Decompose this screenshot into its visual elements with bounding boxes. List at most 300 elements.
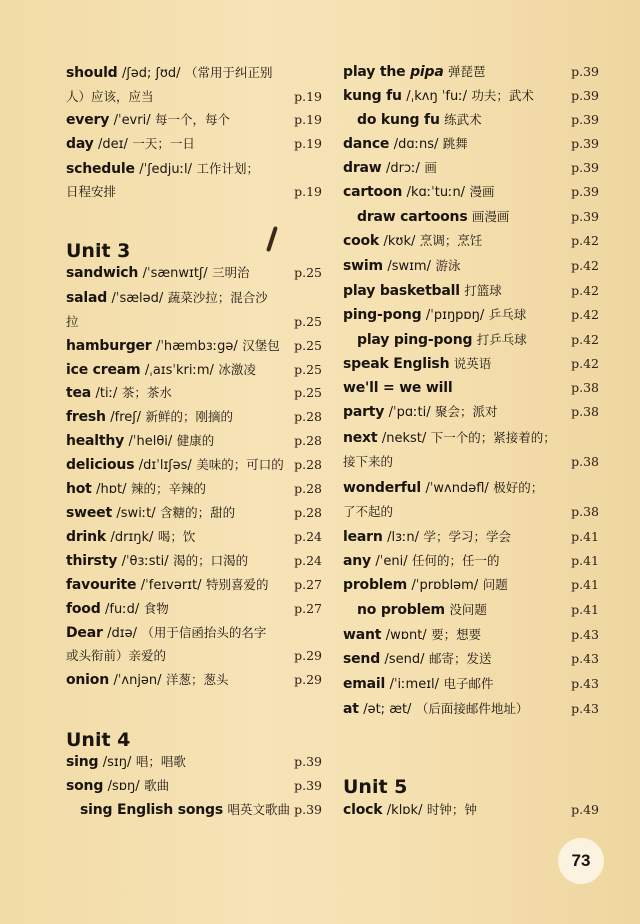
entry-page-ref: p.24 [294, 553, 322, 568]
entry-line [357, 332, 527, 348]
entry-line [343, 88, 534, 104]
entry-page-ref: p.27 [294, 577, 322, 592]
entry-line [343, 380, 452, 396]
vocab-entry [66, 477, 322, 501]
entry-word: party [343, 404, 385, 420]
entry-word: swim [343, 258, 383, 274]
entry-meaning: 美味的；可口的 [196, 457, 284, 472]
vocab-entry [66, 108, 322, 132]
entry-word: song [66, 778, 104, 794]
entry-meaning: 邮寄；发送 [428, 651, 492, 666]
entry-page-ref: p.28 [294, 505, 322, 520]
entry-page-ref: p.39 [294, 754, 322, 769]
entry-phonetic: /fuːd/ [105, 602, 140, 617]
entry-page-ref: p.41 [571, 553, 599, 568]
vocab-entry [66, 132, 322, 156]
entry-line [66, 89, 154, 105]
entry-line [66, 385, 172, 401]
entry-word: hot [66, 481, 92, 497]
entry-word: schedule [66, 161, 135, 177]
vocab-entry [343, 672, 599, 696]
vocab-entry [66, 381, 322, 405]
vocab-entry [343, 180, 599, 204]
vocab-entry [343, 400, 599, 424]
entry-phonetic: /dɪə/ [107, 626, 137, 641]
entry-phonetic: /kʊk/ [383, 234, 416, 249]
entry-phonetic: /freʃ/ [110, 410, 142, 425]
vocab-entry [343, 376, 599, 400]
vocab-entry [66, 261, 322, 285]
entry-word: onion [66, 672, 109, 688]
vocab-entry [66, 774, 322, 798]
entry-phonetic: /dɪˈlɪʃəs/ [138, 458, 192, 473]
entry-meaning: 学；学习；学会 [423, 529, 511, 544]
vocab-entry [343, 549, 599, 573]
entry-meaning: 乒乓球 [488, 307, 527, 322]
entry-page-ref: p.28 [294, 481, 322, 496]
entry-meaning: 接下来的 [343, 454, 394, 469]
vocab-entry [66, 597, 322, 621]
entry-line [343, 701, 528, 717]
entry-line [343, 553, 500, 569]
entry-phonetic: /sɪŋ/ [102, 755, 132, 770]
entry-line [357, 602, 487, 618]
vocab-entry [66, 334, 322, 358]
entry-line [343, 356, 491, 372]
vocab-entry [343, 798, 599, 822]
entry-page-ref: p.43 [571, 651, 599, 666]
entry-phonetic: /kɑːˈtuːn/ [406, 185, 466, 200]
entry-line [66, 136, 195, 152]
entry-word: dance [343, 136, 390, 152]
entry-word: salad [66, 290, 108, 306]
entry-phonetic: /klɒk/ [386, 803, 423, 818]
entry-meaning: （后面接邮件地址） [415, 701, 529, 716]
vocab-entry [66, 621, 322, 645]
vocab-entry [343, 84, 599, 108]
entry-page-ref: p.27 [294, 601, 322, 616]
entry-meaning: 任何的；任一的 [412, 553, 500, 568]
entry-phonetic: /nekst/ [381, 431, 427, 446]
entry-word: should [66, 65, 118, 81]
unit-3-heading: Unit 3 [66, 240, 131, 262]
entry-line [66, 457, 284, 473]
entry-meaning: 冰激凌 [218, 362, 256, 377]
entry-page-ref: p.38 [571, 504, 599, 519]
entry-page-ref: p.28 [294, 433, 322, 448]
entry-page-ref: p.42 [571, 307, 599, 322]
entry-page-ref: p.41 [571, 577, 599, 592]
entry-line [343, 283, 502, 299]
entry-meaning: 日程安排 [66, 184, 117, 199]
entry-word: kung fu [343, 88, 402, 104]
entry-phonetic: /ʃəd; ʃʊd/ [121, 66, 181, 81]
entry-phonetic: /ˈsæləd/ [111, 291, 164, 306]
entry-line [66, 265, 250, 281]
entry-line [343, 627, 481, 643]
entry-word: play basketball [343, 283, 460, 299]
entry-line [343, 307, 526, 323]
entry-page-ref: p.41 [571, 602, 599, 617]
entry-line [66, 338, 280, 354]
vocab-entry [343, 60, 599, 84]
entry-line [343, 802, 477, 818]
entry-page-ref: p.42 [571, 233, 599, 248]
entry-word: want [343, 627, 382, 643]
entry-page-ref: p.39 [571, 209, 599, 224]
entry-line [66, 184, 116, 200]
entry-word: cook [343, 233, 380, 249]
vocab-entry [343, 426, 599, 450]
entry-line [66, 648, 166, 664]
entry-line [357, 112, 482, 128]
entry-meaning: 一天；一日 [132, 136, 195, 151]
entry-page-ref: p.39 [294, 802, 322, 817]
entry-meaning: 打篮球 [464, 283, 502, 298]
entry-word: draw [343, 160, 382, 176]
entry-word: ice cream [66, 362, 141, 378]
entry-phonetic: /dɑːns/ [393, 137, 439, 152]
entry-meaning: 洋葱；葱头 [166, 672, 229, 687]
entry-word: sing English songs [80, 802, 223, 818]
vocab-entry [343, 328, 599, 352]
entry-meaning: 汉堡包 [242, 338, 280, 353]
vocab-entry [66, 668, 322, 692]
entry-page-ref: p.19 [294, 184, 322, 199]
entry-line [343, 160, 437, 176]
entry-meaning: 下一个的；紧接着的； [430, 430, 556, 445]
entry-meaning: 拉 [66, 314, 79, 329]
page-number: 73 [558, 838, 604, 884]
entry-phonetic: /ˈθɜːsti/ [121, 554, 169, 569]
entry-meaning: 功夫；武术 [471, 88, 534, 103]
vocab-entry [343, 352, 599, 376]
entry-phonetic: /ˈfeɪvərɪt/ [140, 578, 202, 593]
entry-phonetic: /ˈpɪŋpɒŋ/ [425, 308, 485, 323]
entry-page-ref: p.24 [294, 529, 322, 544]
entry-page-ref: p.38 [571, 380, 599, 395]
entry-line [343, 676, 494, 692]
entry-meaning: 蔬菜沙拉；混合沙 [167, 290, 268, 305]
entry-page-ref: p.43 [571, 676, 599, 691]
entry-meaning: 食物 [143, 601, 169, 616]
entry-meaning: （常用于纠正别 [184, 65, 273, 80]
entry-meaning: 人）应该，应当 [66, 89, 154, 104]
entry-line [343, 454, 393, 470]
entry-word: sing [66, 754, 99, 770]
vocab-entry [66, 525, 322, 549]
entry-meaning: 画 [424, 160, 437, 175]
entry-phonetic: /swiːt/ [116, 506, 156, 521]
entry-word: ping-pong [343, 307, 422, 323]
entry-line [66, 601, 169, 617]
entry-word: favourite [66, 577, 137, 593]
entry-line [66, 481, 206, 497]
entry-word: next [343, 430, 378, 446]
vocab-entry [66, 644, 322, 668]
entry-phonetic: /ˈprɒbləm/ [411, 578, 479, 593]
vocab-entry [66, 501, 322, 525]
entry-page-ref: p.42 [571, 283, 599, 298]
entry-line [80, 802, 290, 818]
entry-meaning: 每一个，每个 [155, 112, 231, 127]
vocab-entry [343, 500, 599, 524]
vocab-entry [343, 573, 599, 597]
entry-phonetic: /ət; æt/ [363, 702, 412, 717]
entry-line [343, 184, 495, 200]
entry-phonetic: /drɔː/ [385, 161, 420, 176]
vocab-entry [343, 156, 599, 180]
entry-word: fresh [66, 409, 106, 425]
entry-word: play ping-pong [357, 332, 473, 348]
entry-page-ref: p.39 [571, 112, 599, 127]
entry-word: sandwich [66, 265, 139, 281]
entry-line [66, 65, 272, 81]
entry-word: we'll = we will [343, 380, 453, 396]
entry-page-ref: p.49 [571, 802, 599, 817]
vocab-entry [343, 279, 599, 303]
entry-phonetic: /deɪ/ [98, 137, 128, 152]
entry-page-ref: p.29 [294, 672, 322, 687]
entry-meaning: 漫画 [469, 184, 495, 199]
entry-meaning: 弹琵琶 [448, 64, 486, 79]
entry-line [343, 529, 511, 545]
entry-page-ref: p.42 [571, 356, 599, 371]
entry-word: day [66, 136, 94, 152]
entry-meaning: 烹调；烹饪 [419, 233, 483, 248]
entry-word: no problem [357, 602, 445, 618]
vocab-entry [343, 623, 599, 647]
entry-meaning: 辣的；辛辣的 [130, 481, 206, 496]
entry-meaning: 喝；饮 [157, 529, 196, 544]
entry-word: any [343, 553, 371, 569]
entry-word: speak English [343, 356, 450, 372]
entry-phonetic: /ˈʃedjuːl/ [139, 162, 193, 177]
vocab-entry [66, 573, 322, 597]
entry-page-ref: p.39 [571, 64, 599, 79]
entry-meaning: 没问题 [449, 602, 487, 617]
vocab-entry [343, 647, 599, 671]
entry-meaning: 了不起的 [343, 504, 394, 519]
entry-line [343, 430, 556, 446]
entry-meaning: （用于信函抬头的名字 [141, 625, 267, 640]
entry-line [343, 233, 482, 249]
entry-word: thirsty [66, 553, 118, 569]
entry-phonetic: /swɪm/ [387, 259, 431, 274]
entry-meaning: 极好的； [493, 480, 544, 495]
vocab-entry [343, 450, 599, 474]
entry-page-ref: p.39 [571, 160, 599, 175]
entry-word: wonderful [343, 480, 421, 496]
entry-word: drink [66, 529, 107, 545]
entry-page-ref: p.25 [294, 265, 322, 280]
entry-page-ref: p.19 [294, 136, 322, 151]
vocab-entry [343, 205, 599, 229]
vocab-entry [343, 303, 599, 327]
entry-page-ref: p.25 [294, 385, 322, 400]
vocab-entry [66, 358, 322, 382]
vocab-entry [66, 85, 322, 109]
entry-word: problem [343, 577, 408, 593]
entry-line [66, 433, 214, 449]
vocab-entry [66, 750, 322, 774]
entry-word: learn [343, 529, 383, 545]
entry-line [66, 290, 268, 306]
entry-page-ref: p.25 [294, 362, 322, 377]
entry-meaning: 唱英文歌曲 [227, 802, 290, 817]
entry-line [343, 258, 460, 274]
vocab-entry [66, 453, 322, 477]
entry-word: healthy [66, 433, 125, 449]
entry-meaning: 画漫画 [471, 209, 510, 224]
entry-page-ref: p.25 [294, 314, 322, 329]
entry-line [66, 553, 248, 569]
entry-page-ref: p.43 [571, 701, 599, 716]
entry-word-italic: pipa [410, 64, 444, 80]
entry-phonetic: /sɒŋ/ [107, 779, 140, 794]
vocab-entry [66, 310, 322, 334]
entry-page-ref: p.19 [294, 112, 322, 127]
entry-word: delicious [66, 457, 135, 473]
entry-line [343, 136, 468, 152]
entry-page-ref: p.29 [294, 648, 322, 663]
entry-page-ref: p.28 [294, 409, 322, 424]
entry-meaning: 时钟；钟 [426, 802, 477, 817]
entry-meaning: 游泳 [435, 258, 461, 273]
entry-page-ref: p.39 [294, 778, 322, 793]
entry-phonetic: /ˈpɑːti/ [388, 405, 431, 420]
entry-phonetic: /ˈhelθi/ [128, 434, 173, 449]
entry-line [66, 161, 259, 177]
entry-line [66, 577, 268, 593]
entry-meaning: 说英语 [453, 356, 492, 371]
entry-phonetic: /lɜːn/ [387, 530, 419, 545]
entry-line [66, 529, 195, 545]
vocab-entry [66, 180, 322, 204]
entry-line [66, 314, 79, 330]
vocab-entry [66, 798, 322, 822]
entry-phonetic: /wɒnt/ [385, 628, 427, 643]
entry-page-ref: p.39 [571, 184, 599, 199]
entry-meaning: 电子邮件 [443, 676, 494, 691]
entry-page-ref: p.28 [294, 457, 322, 472]
vocab-entry [343, 476, 599, 500]
entry-meaning: 跳舞 [442, 136, 468, 151]
vocab-entry [66, 157, 322, 181]
entry-page-ref: p.38 [571, 454, 599, 469]
entry-meaning: 健康的 [176, 433, 215, 448]
vocab-entry [66, 549, 322, 573]
vocab-entry [343, 697, 599, 721]
unit-4-heading: Unit 4 [66, 729, 131, 751]
entry-phonetic: /ˈsænwɪtʃ/ [142, 266, 208, 281]
entry-meaning: 特别喜爱的 [205, 577, 269, 592]
entry-meaning: 渴的；口渴的 [173, 553, 249, 568]
entry-page-ref: p.25 [294, 338, 322, 353]
entry-phonetic: /tiː/ [95, 386, 118, 401]
entry-phonetic: /ˈwʌndəfl/ [425, 481, 489, 496]
entry-meaning: 问题 [482, 577, 508, 592]
entry-meaning: 歌曲 [144, 778, 170, 793]
vocab-entry [343, 108, 599, 132]
entry-meaning: 练武术 [444, 112, 482, 127]
entry-page-ref: p.43 [571, 627, 599, 642]
vocab-entry [66, 429, 322, 453]
entry-word: every [66, 112, 110, 128]
vocab-entry [343, 525, 599, 549]
unit-5-heading: Unit 5 [343, 776, 408, 798]
entry-phonetic: /ˌaɪsˈkriːm/ [144, 363, 214, 378]
vocab-entry [343, 598, 599, 622]
entry-meaning: 新鲜的；刚摘的 [145, 409, 233, 424]
vocab-entry [66, 61, 322, 85]
entry-word: send [343, 651, 381, 667]
entry-line [66, 362, 256, 378]
vocab-entry [343, 254, 599, 278]
entry-word: food [66, 601, 101, 617]
entry-line [343, 577, 508, 593]
entry-phonetic: /send/ [384, 652, 425, 667]
entry-line [343, 404, 498, 420]
vocab-entry [343, 132, 599, 156]
vocab-entry [66, 405, 322, 429]
entry-line [343, 64, 486, 80]
entry-page-ref: p.42 [571, 258, 599, 273]
entry-word: clock [343, 802, 383, 818]
entry-line [66, 672, 229, 688]
entry-word: do kung fu [357, 112, 440, 128]
entry-word: at [343, 701, 359, 717]
entry-line [66, 409, 233, 425]
entry-meaning: 含糖的；甜的 [160, 505, 236, 520]
entry-phonetic: /ˈhæmbɜːgə/ [155, 339, 238, 354]
entry-page-ref: p.42 [571, 332, 599, 347]
entry-phonetic: /hɒt/ [96, 482, 127, 497]
entry-meaning: 工作计划； [196, 161, 259, 176]
entry-meaning: 三明治 [212, 265, 250, 280]
entry-page-ref: p.41 [571, 529, 599, 544]
entry-meaning: 茶；茶水 [121, 385, 172, 400]
entry-phonetic: /ˌkʌŋ ˈfuː/ [406, 89, 467, 104]
entry-word: play the [343, 64, 411, 80]
entry-page-ref: p.39 [571, 88, 599, 103]
pen-mark [266, 226, 278, 252]
entry-word: cartoon [343, 184, 403, 200]
entry-phonetic: /ˈiːmeɪl/ [389, 677, 440, 692]
entry-meaning: 或头衔前）亲爱的 [66, 648, 167, 663]
entry-line [66, 625, 266, 641]
entry-meaning: 唱；唱歌 [135, 754, 186, 769]
entry-word: Dear [66, 625, 103, 641]
entry-line [343, 504, 393, 520]
entry-line [343, 651, 491, 667]
entry-word: email [343, 676, 386, 692]
entry-meaning: 聚会；派对 [435, 404, 498, 419]
entry-page-ref: p.39 [571, 136, 599, 151]
entry-line [66, 505, 235, 521]
entry-line [343, 480, 543, 496]
entry-page-ref: p.38 [571, 404, 599, 419]
entry-word: sweet [66, 505, 112, 521]
entry-line [357, 209, 509, 225]
vocab-entry [343, 229, 599, 253]
entry-phonetic: /ˈevri/ [113, 113, 151, 128]
entry-phonetic: /ˈeni/ [375, 554, 408, 569]
entry-page-ref: p.19 [294, 89, 322, 104]
entry-meaning: 要；想要 [431, 627, 482, 642]
entry-word: draw cartoons [357, 209, 468, 225]
vocab-entry [66, 286, 322, 310]
